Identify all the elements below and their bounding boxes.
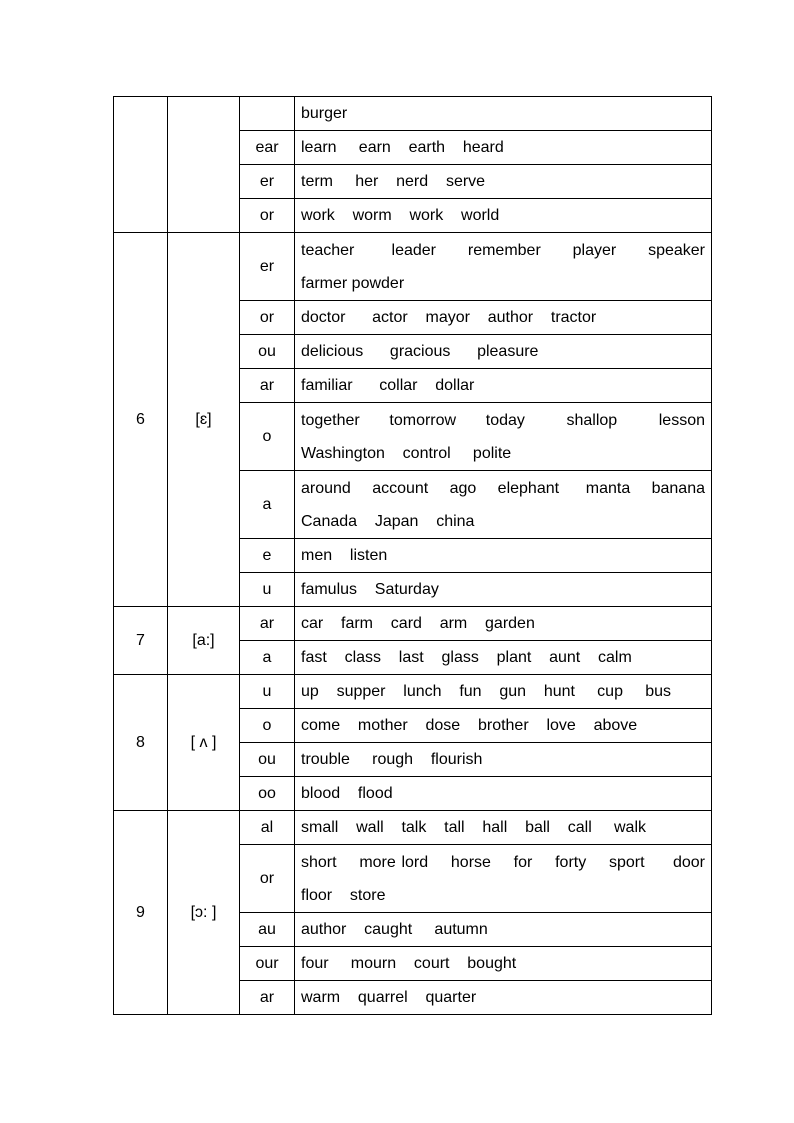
spelling-cell: ou — [240, 743, 295, 777]
spelling-cell: ou — [240, 335, 295, 369]
examples-text: up supper lunch fun gun hunt cup bus — [301, 682, 671, 700]
spelling-cell: our — [240, 947, 295, 981]
examples-text: author caught autumn — [301, 920, 488, 938]
spelling-cell: a — [240, 471, 295, 539]
table-row — [114, 97, 712, 131]
examples-cell — [295, 131, 712, 165]
phonetic-symbol-cell: [a:] — [168, 607, 240, 675]
table-row — [114, 607, 712, 641]
examples-text: famulus Saturday — [301, 580, 439, 598]
spelling-cell: u — [240, 573, 295, 607]
examples-text: come mother dose brother love above — [301, 716, 638, 734]
phonics-table — [113, 96, 732, 1015]
group-number-cell — [114, 97, 168, 233]
examples-cell — [295, 369, 712, 403]
examples-cell — [295, 97, 712, 131]
examples-text: burger — [301, 104, 348, 122]
examples-text: four mourn court bought — [301, 954, 517, 972]
spelling-cell — [240, 97, 295, 131]
phonetic-symbol-cell: [ɔ: ] — [168, 811, 240, 1015]
examples-cell — [295, 403, 732, 471]
spelling-cell: er — [240, 233, 295, 301]
phonetic-symbol-cell: [ ʌ ] — [168, 675, 240, 811]
examples-cell — [295, 777, 712, 811]
examples-text: delicious gracious pleasure — [301, 342, 539, 360]
examples-text: fast class last glass plant aunt calm — [301, 648, 632, 666]
spelling-cell: au — [240, 913, 295, 947]
spelling-cell: o — [240, 709, 295, 743]
spelling-cell: u — [240, 675, 295, 709]
examples-text: teacher leader remember player speaker farmer powder — [301, 241, 732, 292]
spelling-cell: ar — [240, 607, 295, 641]
table-row — [114, 675, 712, 709]
examples-cell — [295, 539, 712, 573]
examples-cell — [295, 335, 712, 369]
spelling-cell: o — [240, 403, 295, 471]
group-number-cell: 6 — [114, 233, 168, 607]
examples-cell — [295, 471, 732, 539]
examples-text: small wall talk tall hall ball call walk — [301, 818, 646, 836]
examples-cell — [295, 573, 712, 607]
examples-cell — [295, 607, 712, 641]
spelling-cell: or — [240, 199, 295, 233]
spelling-cell: er — [240, 165, 295, 199]
examples-text: learn earn earth heard — [301, 138, 504, 156]
examples-text: familiar collar dollar — [301, 376, 475, 394]
examples-cell — [295, 165, 712, 199]
spelling-cell: oo — [240, 777, 295, 811]
spelling-cell: a — [240, 641, 295, 675]
examples-cell — [295, 301, 712, 335]
examples-cell — [295, 947, 712, 981]
spelling-cell: al — [240, 811, 295, 845]
examples-cell — [295, 743, 712, 777]
group-number-cell: 7 — [114, 607, 168, 675]
examples-cell — [295, 845, 732, 913]
examples-cell — [295, 913, 712, 947]
examples-text: car farm card arm garden — [301, 614, 535, 632]
phonetic-symbol-cell: [ɛ] — [168, 233, 240, 607]
examples-text: around account ago elephant manta banana Canada Japan china — [301, 479, 732, 530]
examples-cell — [295, 641, 712, 675]
examples-text: warm quarrel quarter — [301, 988, 477, 1006]
examples-text: blood flood — [301, 784, 393, 802]
examples-cell — [295, 199, 712, 233]
examples-cell — [295, 981, 712, 1015]
examples-cell — [295, 675, 712, 709]
examples-text: doctor actor mayor author tractor — [301, 308, 597, 326]
phonetic-symbol-cell — [168, 97, 240, 233]
table-row — [114, 811, 712, 845]
examples-text: trouble rough flourish — [301, 750, 483, 768]
spelling-cell: ar — [240, 981, 295, 1015]
examples-text: men listen — [301, 546, 388, 564]
examples-text: work worm work world — [301, 206, 500, 224]
group-number-cell: 8 — [114, 675, 168, 811]
spelling-cell: e — [240, 539, 295, 573]
examples-cell — [295, 233, 732, 301]
examples-cell — [295, 709, 712, 743]
table-row — [114, 233, 712, 301]
examples-text: together tomorrow today shallop lesson Washington control polite — [301, 411, 732, 462]
spelling-cell: or — [240, 845, 295, 913]
spelling-cell: or — [240, 301, 295, 335]
spelling-cell: ar — [240, 369, 295, 403]
examples-cell — [295, 811, 712, 845]
examples-text: term her nerd serve — [301, 172, 486, 190]
spelling-cell: ear — [240, 131, 295, 165]
examples-text: short more lord horse for forty sport door floor store — [301, 853, 732, 904]
group-number-cell: 9 — [114, 811, 168, 1015]
